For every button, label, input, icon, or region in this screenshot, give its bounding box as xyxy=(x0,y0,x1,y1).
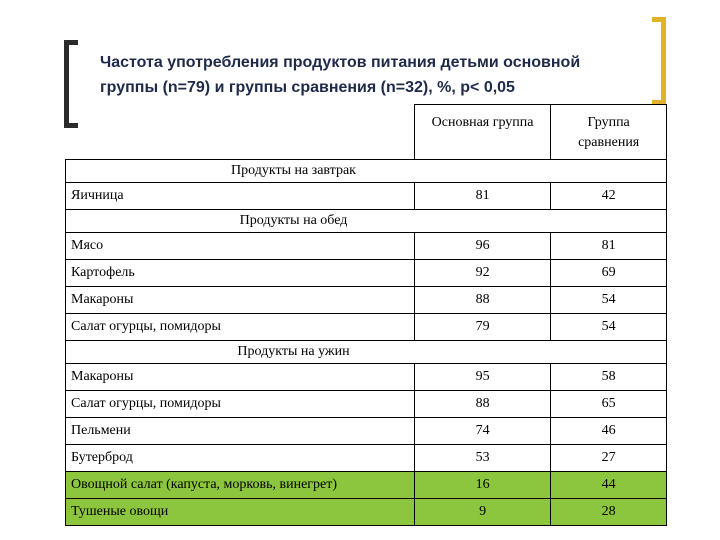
row-product-name: Макароны xyxy=(66,364,415,391)
food-frequency-table xyxy=(65,104,667,526)
table-row-highlighted xyxy=(66,499,667,526)
row-main-value: 88 xyxy=(414,287,550,314)
header-empty-cell xyxy=(66,105,415,160)
row-main-value: 81 xyxy=(414,183,550,210)
row-compare-value: 46 xyxy=(551,418,667,445)
section-row-dinner xyxy=(66,341,667,364)
row-main-value: 92 xyxy=(414,260,550,287)
row-product-name: Бутерброд xyxy=(66,445,415,472)
table-row xyxy=(66,445,667,472)
header-row xyxy=(66,105,667,160)
row-main-value: 79 xyxy=(414,314,550,341)
row-product-name: Мясо xyxy=(66,233,415,260)
table-row xyxy=(66,287,667,314)
header-compare-line-2: сравнения xyxy=(578,135,640,150)
section-title: Продукты на завтрак xyxy=(231,163,356,178)
row-product-name: Пельмени xyxy=(66,418,415,445)
header-compare-group xyxy=(551,105,667,160)
row-compare-value: 81 xyxy=(551,233,667,260)
section-title: Продукты на обед xyxy=(239,213,348,228)
row-product-name: Макароны xyxy=(66,287,415,314)
row-compare-value: 69 xyxy=(551,260,667,287)
title-line-2: группы (n=79) и группы сравнения (n=32), %, p< 0,05 xyxy=(100,79,515,96)
header-main-group: Основная группа xyxy=(414,105,550,160)
row-product-name: Картофель xyxy=(66,260,415,287)
section-row-breakfast xyxy=(66,160,667,183)
title-line-1: Частота употребления продуктов питания детьми основной xyxy=(100,54,581,71)
section-row-lunch xyxy=(66,210,667,233)
row-main-value: 96 xyxy=(414,233,550,260)
table-row xyxy=(66,391,667,418)
row-main-value: 16 xyxy=(414,472,550,499)
header-compare-line-1: Группа xyxy=(587,115,630,130)
row-main-value: 9 xyxy=(414,499,550,526)
row-compare-value: 27 xyxy=(551,445,667,472)
row-product-name: Тушеные овощи xyxy=(66,499,415,526)
row-main-value: 88 xyxy=(414,391,550,418)
row-compare-value: 44 xyxy=(551,472,667,499)
row-main-value: 95 xyxy=(414,364,550,391)
row-product-name: Овощной салат (капуста, морковь, винегрет) xyxy=(66,472,415,499)
table-row xyxy=(66,183,667,210)
table-row xyxy=(66,314,667,341)
table-row xyxy=(66,418,667,445)
row-compare-value: 58 xyxy=(551,364,667,391)
table-row xyxy=(66,364,667,391)
section-title: Продукты на ужин xyxy=(237,344,350,359)
row-product-name: Салат огурцы, помидоры xyxy=(66,391,415,418)
row-product-name: Яичница xyxy=(66,183,415,210)
table-row-highlighted xyxy=(66,472,667,499)
row-compare-value: 54 xyxy=(551,314,667,341)
table-row xyxy=(66,233,667,260)
row-main-value: 53 xyxy=(414,445,550,472)
row-compare-value: 54 xyxy=(551,287,667,314)
row-product-name: Салат огурцы, помидоры xyxy=(66,314,415,341)
row-main-value: 74 xyxy=(414,418,550,445)
row-compare-value: 42 xyxy=(551,183,667,210)
slide-title xyxy=(100,50,660,100)
row-compare-value: 65 xyxy=(551,391,667,418)
row-compare-value: 28 xyxy=(551,499,667,526)
table-row xyxy=(66,260,667,287)
